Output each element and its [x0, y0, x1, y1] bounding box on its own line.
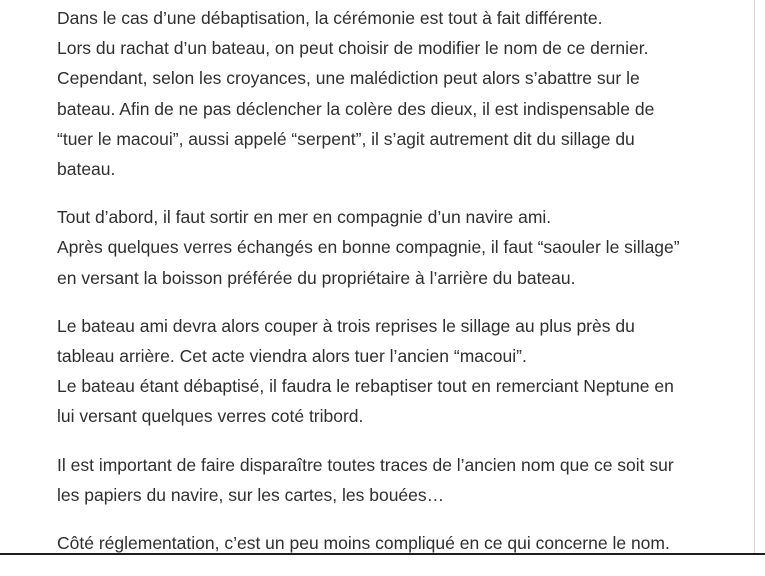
text-line: Côté réglementation, c’est un peu moins compliqué en ce qui concerne le nom.: [57, 533, 670, 554]
text-line: tableau arrière. Cet acte viendra alors tuer l’ancien “macoui”.: [57, 346, 527, 367]
text-line: Dans le cas d’une débaptisation, la cérémonie est tout à fait différente.: [57, 8, 603, 28]
scrollbar-edge-divider: [754, 0, 755, 555]
text-line: Lors du rachat d’un bateau, on peut choisir de modifier le nom de ce dernier.: [57, 38, 649, 59]
text-line: Tout d’abord, il faut sortir en mer en compagnie d’un navire ami.: [57, 207, 552, 228]
text-line: Le bateau ami devra alors couper à trois reprises le sillage au plus près du: [57, 315, 635, 336]
text-line: Après quelques verres échangés en bonne compagnie, il faut “saouler le sillage”: [57, 237, 680, 258]
paragraph-sortir-en-mer: [57, 202, 737, 293]
text-line: bateau. Afin de ne pas déclencher la colère des dieux, il est indispensable de: [57, 98, 655, 119]
text-line: en versant la boisson préférée du propriétaire à l’arrière du bateau.: [57, 267, 576, 288]
text-line: bateau.: [57, 159, 116, 180]
paragraph-ancien-nom: [57, 450, 737, 510]
text-line: Il est important de faire disparaître toutes traces de l’ancien nom que ce soit sur: [57, 454, 674, 475]
paragraph-couper-le-sillage: [57, 311, 737, 432]
paragraph-debaptisation: [57, 3, 737, 184]
article-body: [57, 3, 737, 576]
text-line: Cependant, selon les croyances, une malédiction peut alors s’abattre sur le: [57, 68, 640, 89]
text-line: “tuer le macoui”, aussi appelé “serpent”, il s’agit autrement dit du sillage du: [57, 128, 635, 149]
text-line: lui versant quelques verres coté tribord.: [57, 406, 364, 427]
text-line: Le bateau étant débaptisé, il faudra le rebaptiser tout en remerciant Neptune en: [57, 376, 674, 397]
text-line: les papiers du navire, sur les cartes, les bouées…: [57, 484, 445, 505]
